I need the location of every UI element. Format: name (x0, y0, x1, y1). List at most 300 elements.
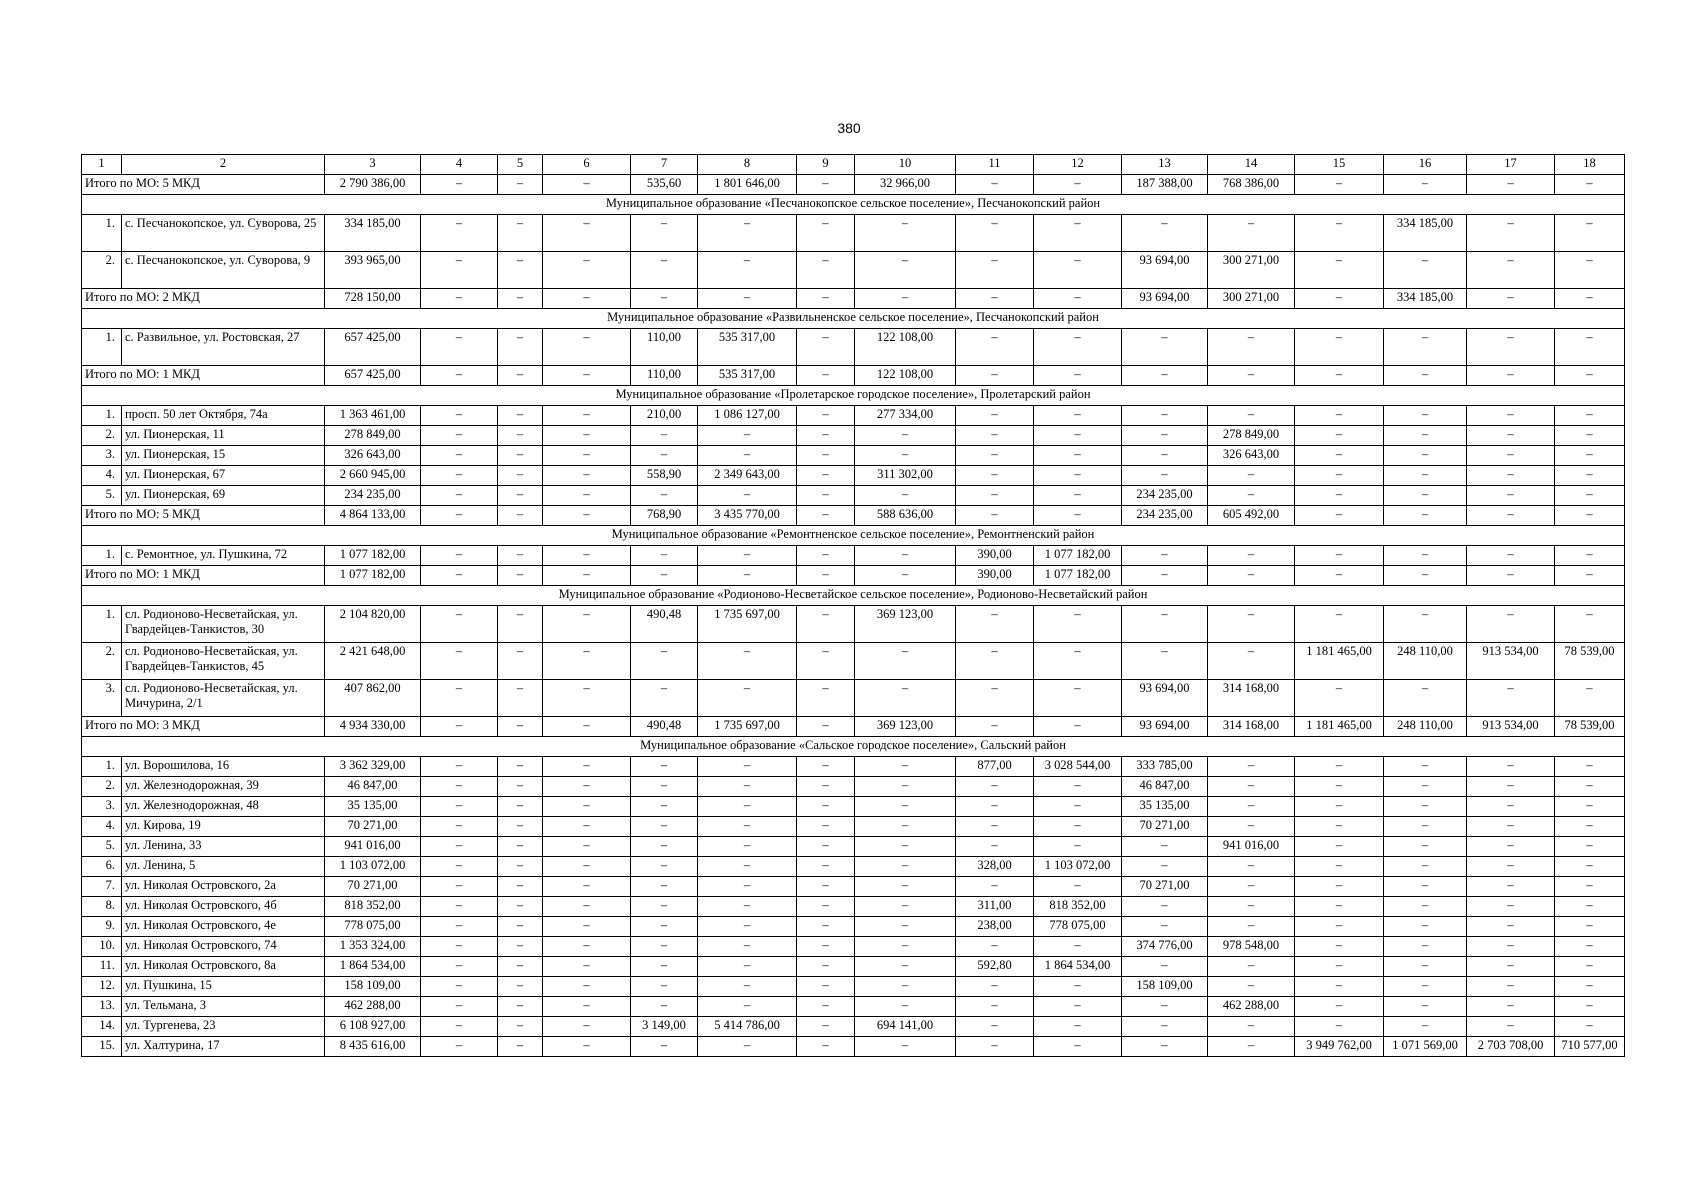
cell-col-12: – (1034, 366, 1122, 386)
cell-col-7: – (631, 643, 698, 680)
column-header-14: 14 (1208, 155, 1295, 175)
cell-col-9: – (797, 977, 855, 997)
cell-col-11: – (956, 406, 1034, 426)
cell-col-17: – (1467, 977, 1555, 997)
cell-col-3: 2 790 386,00 (325, 175, 421, 195)
column-header-15: 15 (1295, 155, 1384, 175)
row-address: просп. 50 лет Октября, 74а (122, 406, 325, 426)
cell-col-11: 877,00 (956, 757, 1034, 777)
cell-col-7: 558,90 (631, 466, 698, 486)
cell-col-17: 913 534,00 (1467, 643, 1555, 680)
cell-col-5: – (498, 777, 543, 797)
cell-col-10: 694 141,00 (855, 1017, 956, 1037)
column-header-1: 1 (82, 155, 122, 175)
cell-col-9: – (797, 757, 855, 777)
cell-col-13: – (1122, 1017, 1208, 1037)
cell-col-13: – (1122, 215, 1208, 252)
table-row (82, 977, 1625, 997)
cell-col-9: – (797, 289, 855, 309)
cell-col-16: – (1384, 546, 1467, 566)
cell-col-6: – (543, 997, 631, 1017)
cell-col-8: – (698, 797, 797, 817)
cell-col-9: – (797, 252, 855, 289)
cell-col-10: – (855, 426, 956, 446)
cell-col-10: – (855, 817, 956, 837)
total-label: Итого по МО: 1 МКД (82, 566, 325, 586)
cell-col-15: 1 181 465,00 (1295, 717, 1384, 737)
row-address: с. Песчанокопское, ул. Суворова, 25 (122, 215, 325, 252)
cell-col-18: – (1555, 877, 1625, 897)
cell-col-13: – (1122, 957, 1208, 977)
cell-col-5: – (498, 643, 543, 680)
cell-col-10: 32 966,00 (855, 175, 956, 195)
cell-col-4: – (421, 329, 498, 366)
cell-col-17: – (1467, 917, 1555, 937)
cell-col-16: – (1384, 957, 1467, 977)
cell-col-12: – (1034, 937, 1122, 957)
cell-col-7: – (631, 797, 698, 817)
cell-col-12: – (1034, 426, 1122, 446)
cell-col-9: – (797, 877, 855, 897)
cell-col-18: – (1555, 917, 1625, 937)
cell-col-8: 535 317,00 (698, 366, 797, 386)
cell-col-9: – (797, 1017, 855, 1037)
cell-col-6: – (543, 817, 631, 837)
cell-col-4: – (421, 897, 498, 917)
cell-col-18: – (1555, 466, 1625, 486)
cell-col-18: – (1555, 606, 1625, 643)
cell-col-5: – (498, 215, 543, 252)
cell-col-11: – (956, 446, 1034, 466)
cell-col-8: 1 086 127,00 (698, 406, 797, 426)
cell-col-5: – (498, 486, 543, 506)
cell-col-15: – (1295, 466, 1384, 486)
cell-col-12: 1 077 182,00 (1034, 546, 1122, 566)
cell-col-5: – (498, 1037, 543, 1057)
cell-col-10: – (855, 937, 956, 957)
cell-col-7: – (631, 546, 698, 566)
table-row (82, 446, 1625, 466)
cell-col-16: – (1384, 566, 1467, 586)
cell-col-18: – (1555, 680, 1625, 717)
cell-col-14: – (1208, 757, 1295, 777)
cell-col-8: – (698, 426, 797, 446)
cell-col-12: 778 075,00 (1034, 917, 1122, 937)
cell-col-4: – (421, 175, 498, 195)
cell-col-12: – (1034, 1017, 1122, 1037)
section-row (82, 195, 1625, 215)
cell-col-10: – (855, 289, 956, 309)
cell-col-3: 2 660 945,00 (325, 466, 421, 486)
cell-col-5: – (498, 566, 543, 586)
cell-col-14: 941 016,00 (1208, 837, 1295, 857)
table-row (82, 957, 1625, 977)
row-index: 3. (82, 446, 122, 466)
cell-col-11: – (956, 466, 1034, 486)
cell-col-4: – (421, 717, 498, 737)
cell-col-18: – (1555, 546, 1625, 566)
cell-col-15: – (1295, 917, 1384, 937)
cell-col-14: 978 548,00 (1208, 937, 1295, 957)
cell-col-3: 158 109,00 (325, 977, 421, 997)
cell-col-16: – (1384, 606, 1467, 643)
cell-col-17: – (1467, 797, 1555, 817)
cell-col-17: – (1467, 446, 1555, 466)
cell-col-12: – (1034, 252, 1122, 289)
row-address: ул. Ленина, 5 (122, 857, 325, 877)
total-label: Итого по МО: 5 МКД (82, 506, 325, 526)
section-row (82, 586, 1625, 606)
cell-col-15: – (1295, 215, 1384, 252)
section-row (82, 386, 1625, 406)
cell-col-14: – (1208, 777, 1295, 797)
cell-col-7: – (631, 937, 698, 957)
total-row (82, 717, 1625, 737)
cell-col-6: – (543, 877, 631, 897)
cell-col-4: – (421, 426, 498, 446)
cell-col-8: 1 735 697,00 (698, 717, 797, 737)
cell-col-3: 1 363 461,00 (325, 406, 421, 426)
row-index: 9. (82, 917, 122, 937)
section-title: Муниципальное образование «Родионово-Несветайское сельское поселение», Родионово-Несветайский район (82, 586, 1625, 606)
cell-col-3: 393 965,00 (325, 252, 421, 289)
cell-col-3: 818 352,00 (325, 897, 421, 917)
cell-col-10: – (855, 486, 956, 506)
cell-col-4: – (421, 977, 498, 997)
cell-col-18: – (1555, 817, 1625, 837)
cell-col-9: – (797, 717, 855, 737)
cell-col-3: 4 864 133,00 (325, 506, 421, 526)
cell-col-13: – (1122, 546, 1208, 566)
row-index: 1. (82, 406, 122, 426)
section-title: Муниципальное образование «Сальское городское поселение», Сальский район (82, 737, 1625, 757)
cell-col-14: – (1208, 606, 1295, 643)
cell-col-17: – (1467, 546, 1555, 566)
cell-col-11: 328,00 (956, 857, 1034, 877)
table-row (82, 606, 1625, 643)
cell-col-12: 3 028 544,00 (1034, 757, 1122, 777)
cell-col-6: – (543, 643, 631, 680)
cell-col-4: – (421, 1017, 498, 1037)
cell-col-18: – (1555, 797, 1625, 817)
cell-col-5: – (498, 797, 543, 817)
row-address: ул. Николая Островского, 2а (122, 877, 325, 897)
cell-col-6: – (543, 757, 631, 777)
cell-col-18: – (1555, 426, 1625, 446)
cell-col-14: – (1208, 917, 1295, 937)
column-header-row (82, 155, 1625, 175)
cell-col-8: – (698, 486, 797, 506)
cell-col-13: 93 694,00 (1122, 717, 1208, 737)
cell-col-15: – (1295, 680, 1384, 717)
cell-col-3: 6 108 927,00 (325, 1017, 421, 1037)
cell-col-17: – (1467, 175, 1555, 195)
cell-col-10: – (855, 546, 956, 566)
cell-col-17: – (1467, 857, 1555, 877)
cell-col-12: 1 864 534,00 (1034, 957, 1122, 977)
table-row (82, 252, 1625, 289)
cell-col-4: – (421, 406, 498, 426)
cell-col-9: – (797, 777, 855, 797)
cell-col-15: – (1295, 606, 1384, 643)
cell-col-4: – (421, 877, 498, 897)
cell-col-4: – (421, 680, 498, 717)
cell-col-5: – (498, 757, 543, 777)
cell-col-10: – (855, 857, 956, 877)
cell-col-17: – (1467, 289, 1555, 309)
cell-col-7: – (631, 817, 698, 837)
cell-col-8: – (698, 215, 797, 252)
cell-col-14: – (1208, 329, 1295, 366)
section-row (82, 737, 1625, 757)
cell-col-18: – (1555, 977, 1625, 997)
cell-col-6: – (543, 837, 631, 857)
cell-col-6: – (543, 777, 631, 797)
cell-col-15: – (1295, 957, 1384, 977)
cell-col-15: – (1295, 406, 1384, 426)
cell-col-8: – (698, 917, 797, 937)
cell-col-13: 35 135,00 (1122, 797, 1208, 817)
cell-col-13: – (1122, 466, 1208, 486)
table-row (82, 486, 1625, 506)
row-address: ул. Пионерская, 11 (122, 426, 325, 446)
cell-col-6: – (543, 917, 631, 937)
row-index: 5. (82, 837, 122, 857)
cell-col-11: 390,00 (956, 546, 1034, 566)
cell-col-14: 326 643,00 (1208, 446, 1295, 466)
cell-col-18: – (1555, 366, 1625, 386)
cell-col-14: 314 168,00 (1208, 717, 1295, 737)
cell-col-8: – (698, 957, 797, 977)
cell-col-12: 818 352,00 (1034, 897, 1122, 917)
cell-col-8: – (698, 446, 797, 466)
cell-col-10: – (855, 837, 956, 857)
cell-col-17: – (1467, 366, 1555, 386)
section-title: Муниципальное образование «Ремонтненское сельское поселение», Ремонтненский район (82, 526, 1625, 546)
table-row (82, 406, 1625, 426)
cell-col-13: – (1122, 406, 1208, 426)
cell-col-17: – (1467, 426, 1555, 446)
table-row (82, 817, 1625, 837)
cell-col-16: – (1384, 680, 1467, 717)
row-address: ул. Пионерская, 15 (122, 446, 325, 466)
cell-col-9: – (797, 897, 855, 917)
cell-col-9: – (797, 446, 855, 466)
cell-col-12: – (1034, 446, 1122, 466)
cell-col-15: – (1295, 506, 1384, 526)
cell-col-17: – (1467, 1017, 1555, 1037)
cell-col-16: – (1384, 486, 1467, 506)
cell-col-18: – (1555, 506, 1625, 526)
cell-col-12: – (1034, 717, 1122, 737)
cell-col-7: – (631, 897, 698, 917)
cell-col-15: – (1295, 897, 1384, 917)
cell-col-14: 278 849,00 (1208, 426, 1295, 446)
cell-col-4: – (421, 757, 498, 777)
cell-col-7: – (631, 252, 698, 289)
column-header-10: 10 (855, 155, 956, 175)
cell-col-16: – (1384, 897, 1467, 917)
row-address: ул. Николая Островского, 8а (122, 957, 325, 977)
cell-col-6: – (543, 329, 631, 366)
cell-col-12: 1 077 182,00 (1034, 566, 1122, 586)
row-index: 3. (82, 797, 122, 817)
cell-col-5: – (498, 546, 543, 566)
cell-col-11: – (956, 486, 1034, 506)
cell-col-18: – (1555, 406, 1625, 426)
cell-col-16: – (1384, 837, 1467, 857)
cell-col-10: 122 108,00 (855, 366, 956, 386)
table-row (82, 857, 1625, 877)
cell-col-16: – (1384, 797, 1467, 817)
cell-col-17: – (1467, 777, 1555, 797)
cell-col-17: – (1467, 406, 1555, 426)
row-index: 4. (82, 817, 122, 837)
cell-col-5: – (498, 426, 543, 446)
cell-col-11: 238,00 (956, 917, 1034, 937)
row-index: 5. (82, 486, 122, 506)
cell-col-18: – (1555, 757, 1625, 777)
cell-col-5: – (498, 1017, 543, 1037)
cell-col-4: – (421, 215, 498, 252)
cell-col-11: – (956, 877, 1034, 897)
cell-col-15: – (1295, 446, 1384, 466)
row-index: 11. (82, 957, 122, 977)
row-index: 8. (82, 897, 122, 917)
cell-col-17: – (1467, 329, 1555, 366)
row-index: 14. (82, 1017, 122, 1037)
cell-col-17: – (1467, 937, 1555, 957)
cell-col-5: – (498, 937, 543, 957)
cell-col-6: – (543, 546, 631, 566)
cell-col-15: – (1295, 546, 1384, 566)
cell-col-10: – (855, 797, 956, 817)
cell-col-14: – (1208, 957, 1295, 977)
cell-col-6: – (543, 1037, 631, 1057)
table-row (82, 1037, 1625, 1057)
cell-col-14: 768 386,00 (1208, 175, 1295, 195)
cell-col-14: – (1208, 215, 1295, 252)
cell-col-3: 2 421 648,00 (325, 643, 421, 680)
cell-col-9: – (797, 957, 855, 977)
cell-col-18: – (1555, 957, 1625, 977)
cell-col-13: – (1122, 917, 1208, 937)
table-row (82, 937, 1625, 957)
cell-col-12: – (1034, 837, 1122, 857)
row-index: 15. (82, 1037, 122, 1057)
cell-col-17: – (1467, 215, 1555, 252)
cell-col-10: – (855, 957, 956, 977)
cell-col-16: – (1384, 175, 1467, 195)
cell-col-5: – (498, 717, 543, 737)
cell-col-18: – (1555, 837, 1625, 857)
cell-col-3: 2 104 820,00 (325, 606, 421, 643)
row-index: 6. (82, 857, 122, 877)
cell-col-8: – (698, 289, 797, 309)
cell-col-18: – (1555, 289, 1625, 309)
cell-col-12: – (1034, 777, 1122, 797)
cell-col-6: – (543, 506, 631, 526)
cell-col-3: 778 075,00 (325, 917, 421, 937)
cell-col-14: – (1208, 797, 1295, 817)
table-row (82, 897, 1625, 917)
cell-col-8: 3 435 770,00 (698, 506, 797, 526)
cell-col-6: – (543, 252, 631, 289)
cell-col-9: – (797, 426, 855, 446)
cell-col-6: – (543, 366, 631, 386)
cell-col-11: – (956, 643, 1034, 680)
cell-col-16: – (1384, 406, 1467, 426)
cell-col-15: – (1295, 857, 1384, 877)
cell-col-6: – (543, 957, 631, 977)
cell-col-11: – (956, 606, 1034, 643)
table-row (82, 643, 1625, 680)
cell-col-17: – (1467, 252, 1555, 289)
cell-col-4: – (421, 777, 498, 797)
cell-col-5: – (498, 406, 543, 426)
cell-col-15: – (1295, 486, 1384, 506)
cell-col-14: 462 288,00 (1208, 997, 1295, 1017)
cell-col-13: – (1122, 643, 1208, 680)
table-row (82, 329, 1625, 366)
column-header-4: 4 (421, 155, 498, 175)
row-address: с. Песчанокопское, ул. Суворова, 9 (122, 252, 325, 289)
cell-col-16: 334 185,00 (1384, 215, 1467, 252)
cell-col-8: – (698, 977, 797, 997)
data-table (81, 154, 1625, 1057)
cell-col-11: – (956, 289, 1034, 309)
cell-col-11: – (956, 937, 1034, 957)
cell-col-8: – (698, 937, 797, 957)
column-header-11: 11 (956, 155, 1034, 175)
cell-col-13: – (1122, 1037, 1208, 1057)
row-address: ул. Николая Островского, 74 (122, 937, 325, 957)
cell-col-13: 70 271,00 (1122, 877, 1208, 897)
table-row (82, 837, 1625, 857)
cell-col-10: – (855, 897, 956, 917)
row-index: 13. (82, 997, 122, 1017)
cell-col-9: – (797, 506, 855, 526)
cell-col-18: – (1555, 897, 1625, 917)
row-address: с. Развильное, ул. Ростовская, 27 (122, 329, 325, 366)
cell-col-3: 1 353 324,00 (325, 937, 421, 957)
cell-col-8: – (698, 757, 797, 777)
row-address: сл. Родионово-Несветайская, ул. Гвардейцев-Танкистов, 30 (122, 606, 325, 643)
cell-col-17: – (1467, 757, 1555, 777)
row-address: сл. Родионово-Несветайская, ул. Мичурина, 2/1 (122, 680, 325, 717)
table-row (82, 466, 1625, 486)
cell-col-15: – (1295, 977, 1384, 997)
cell-col-9: – (797, 837, 855, 857)
cell-col-13: – (1122, 897, 1208, 917)
cell-col-11: – (956, 777, 1034, 797)
cell-col-11: 592,80 (956, 957, 1034, 977)
total-label: Итого по МО: 3 МКД (82, 717, 325, 737)
cell-col-8: – (698, 680, 797, 717)
cell-col-4: – (421, 546, 498, 566)
row-index: 1. (82, 215, 122, 252)
cell-col-15: – (1295, 289, 1384, 309)
cell-col-12: – (1034, 466, 1122, 486)
cell-col-10: – (855, 446, 956, 466)
cell-col-14: 300 271,00 (1208, 289, 1295, 309)
cell-col-4: – (421, 837, 498, 857)
cell-col-13: – (1122, 446, 1208, 466)
cell-col-14: – (1208, 1037, 1295, 1057)
cell-col-4: – (421, 797, 498, 817)
row-index: 2. (82, 777, 122, 797)
cell-col-16: – (1384, 777, 1467, 797)
